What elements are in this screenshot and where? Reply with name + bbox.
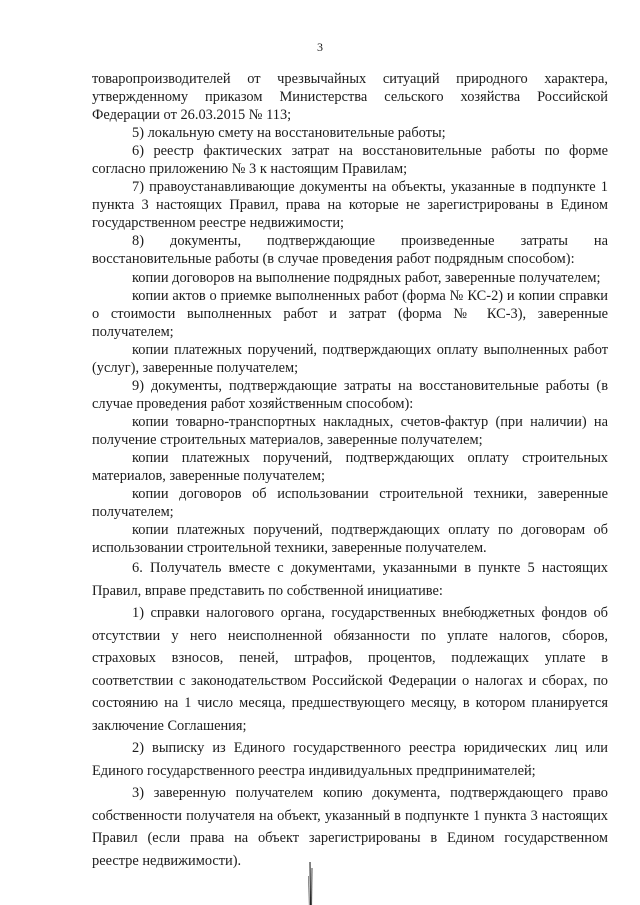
paragraph-item-8: 8) документы, подтверждающие произведенные затраты на восстановительные работы (в случае проведения работ подрядным способом): [92,233,608,268]
paragraph-item-8-contracts: копии договоров на выполнение подрядных работ, заверенные получателем; [132,269,601,286]
paragraph-item-7: 7) правоустанавливающие документы на объекты, указанные в подпункте 1 пункта 3 настоящих Правил, права на которые не зарегистрированы в Едином государственном реестре недвижимости; [92,179,608,232]
paragraph-item-9-machinery-payments: копии платежных поручений, подтверждающих оплату по договорам об использовании строительной техники, заверенные получателем. [92,522,608,557]
page-number: 3 [317,40,323,54]
paragraph-item-5: 5) локальную смету на восстановительные работы; [132,125,446,142]
paragraph-continuation: товаропроизводителей от чрезвычайных ситуаций природного характера, утвержденному приказом Министерства сельского хозяйства Российской Федерации от 26.03.2015 № 113; [92,71,608,124]
paragraph-item-8-payments: копии платежных поручений, подтверждающих оплату выполненных работ (услуг), заверенные получателем; [92,341,608,376]
paragraph-item-9-payments-materials: копии платежных поручений, подтверждающих оплату строительных материалов, заверенные получателем; [92,449,608,485]
paragraph-clause-6: 6. Получатель вместе с документами, указанными в пункте 5 настоящих Правил, вправе представить по собственной инициативе: [92,560,608,599]
paragraph-item-9-waybills: копии товарно-транспортных накладных, счетов-фактур (при наличии) на получение строительных материалов, заверенные получателем; [92,413,608,448]
paragraph-clause-6-item-2: 2) выписку из Единого государственного реестра юридических лиц или Единого государственного реестра индивидуальных предпринимателей; [92,740,608,779]
paragraph-item-9: 9) документы, подтверждающие затраты на восстановительные работы (в случае проведения работ хозяйственным способом): [92,377,608,412]
paragraph-item-8-acts: копии актов о приемке выполненных работ (форма № КС-2) и копии справки о стоимости выполненных работ и затрат (форма № КС-3), заверенные получателем; [92,287,608,340]
document-body [92,70,608,872]
paragraph-item-6: 6) реестр фактических затрат на восстановительные работы по форме согласно приложению № 3 к настоящим Правилам; [92,143,608,178]
binding-stitch-mark [307,862,315,905]
paragraph-clause-6-item-3: 3) заверенную получателем копию документа, подтверждающего право собственности получателя на объект, указанный в подпункте 1 пункта 3 настоящих Правил (если права на объект зарегистрированы в Едином государственном реестре недвижимости). [92,785,608,869]
paragraph-item-9-machinery-contracts: копии договоров об использовании строительной техники, заверенные получателем; [92,486,608,521]
paragraph-clause-6-item-1: 1) справки налогового органа, государственных внебюджетных фондов об отсутствии у него неисполненной обязанности по уплате налогов, сборов, страховых взносов, пеней, штрафов, процентов, подлежащих уплате в соответствии с законодательством Российской Федерации о налогах и сборах, по состоянию на 1 число месяца, предшествующего месяцу, в котором планируется заключение Соглашения; [92,605,608,734]
